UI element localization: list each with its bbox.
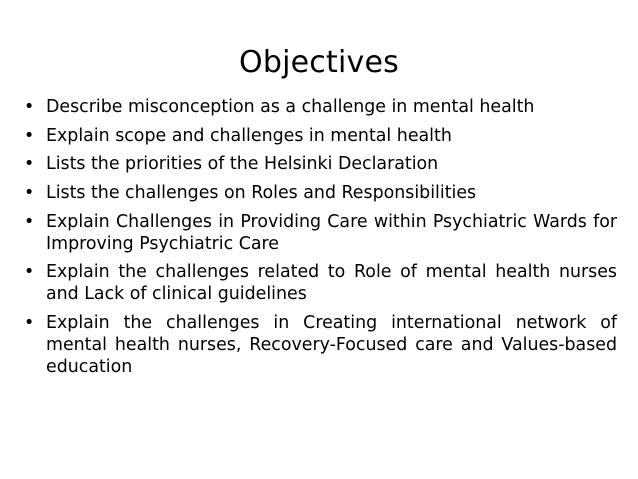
bullet-text: Lists the priorities of the Helsinki Declaration: [46, 154, 439, 175]
bullet-item: [24, 182, 617, 204]
bullet-icon: •: [24, 97, 35, 117]
bullet-text: Explain the challenges related to Role of mental health nurses and Lack of clinical guidelines: [46, 262, 617, 305]
bullet-text: Explain Challenges in Providing Care within Psychiatric Wards for Improving Psychiatric Care: [46, 211, 617, 254]
bullet-item: [24, 96, 617, 118]
bullet-item: [24, 211, 617, 255]
bullet-icon: •: [24, 313, 35, 334]
bullet-icon: •: [24, 125, 35, 146]
bullet-icon: •: [24, 183, 35, 204]
bullet-text: Explain scope and challenges in mental health: [46, 125, 452, 146]
slide-title: Objectives: [239, 45, 399, 80]
bullet-icon: •: [24, 262, 35, 283]
bullet-text: Lists the challenges on Roles and Responsibilities: [46, 183, 477, 204]
bullet-text: Explain the challenges in Creating international network of mental health nurses, Recovery-Focused care and Values-based education: [46, 313, 617, 378]
bullet-item: [24, 153, 617, 175]
bullet-icon: •: [24, 154, 35, 175]
bullet-item: [24, 125, 617, 147]
objectives-list: [24, 96, 617, 385]
bullet-item: [24, 312, 617, 378]
bullet-text: Describe misconception as a challenge in mental health: [46, 97, 535, 117]
bullet-item: [24, 261, 617, 305]
bullet-icon: •: [24, 211, 35, 232]
